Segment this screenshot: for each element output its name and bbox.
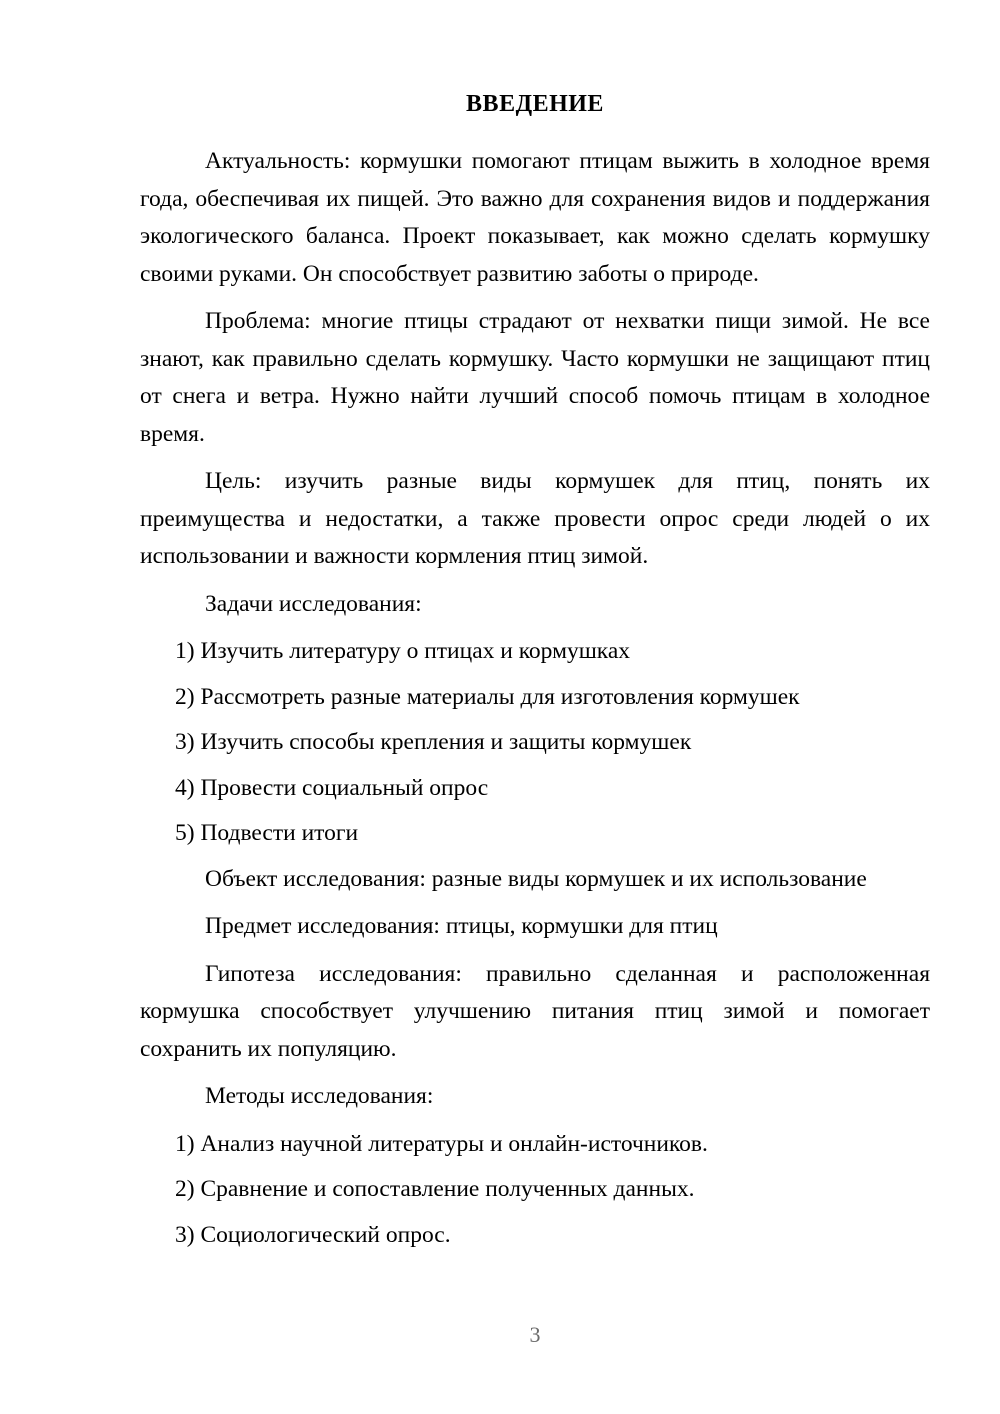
method-item: 1) Анализ научной литературы и онлайн-источников. (175, 1130, 708, 1157)
methods-heading: Методы исследования: (205, 1083, 434, 1109)
methods-list (140, 1126, 930, 1255)
paragraph-hypothesis: Гипотеза исследования: правильно сделанная и расположенная кормушка способствует улучшению питания птиц зимой и помогает сохранить их популяцию. (140, 960, 930, 1062)
method-item: 3) Социологический опрос. (175, 1221, 451, 1248)
page-title: ВВЕДЕНИЕ (466, 91, 604, 117)
tasks-list (140, 633, 930, 853)
paragraph-subject: Предмет исследования: птицы, кормушки для птиц (205, 913, 718, 939)
paragraph-problem: Проблема: многие птицы страдают от нехватки пищи зимой. Не все знают, как правильно сделать кормушку. Часто кормушки не защищают птиц от снега и ветра. Нужно найти лучший способ помочь птицам в холодное время. (140, 308, 930, 447)
method-item: 2) Сравнение и сопоставление полученных данных. (175, 1176, 695, 1202)
task-item: 4) Провести социальный опрос (175, 774, 489, 801)
tasks-heading: Задачи исследования: (205, 590, 422, 617)
task-item: 3) Изучить способы крепления и защиты кормушек (175, 729, 692, 755)
paragraph-goal: Цель: изучить разные виды кормушек для птиц, понять их преимущества и недостатки, а также провести опрос среди людей о их использовании и важности кормления птиц зимой. (140, 468, 930, 569)
paragraph-object: Объект исследования: разные виды кормушек и их использование (205, 865, 867, 892)
task-item: 5) Подвести итоги (175, 820, 359, 846)
page-number: 3 (529, 1322, 541, 1347)
paragraph-actuality: Актуальность: кормушки помогают птицам выжить в холодное время года, обеспечивая их пищей. Это важно для сохранения видов и поддержания экологического баланса. Проект показывает, как можно сделать кормушку своими руками. Он способствует развитию заботы о природе. (140, 148, 930, 287)
task-item: 2) Рассмотреть разные материалы для изготовления кормушек (175, 683, 800, 710)
task-item: 1) Изучить литературу о птицах и кормушках (175, 638, 631, 664)
